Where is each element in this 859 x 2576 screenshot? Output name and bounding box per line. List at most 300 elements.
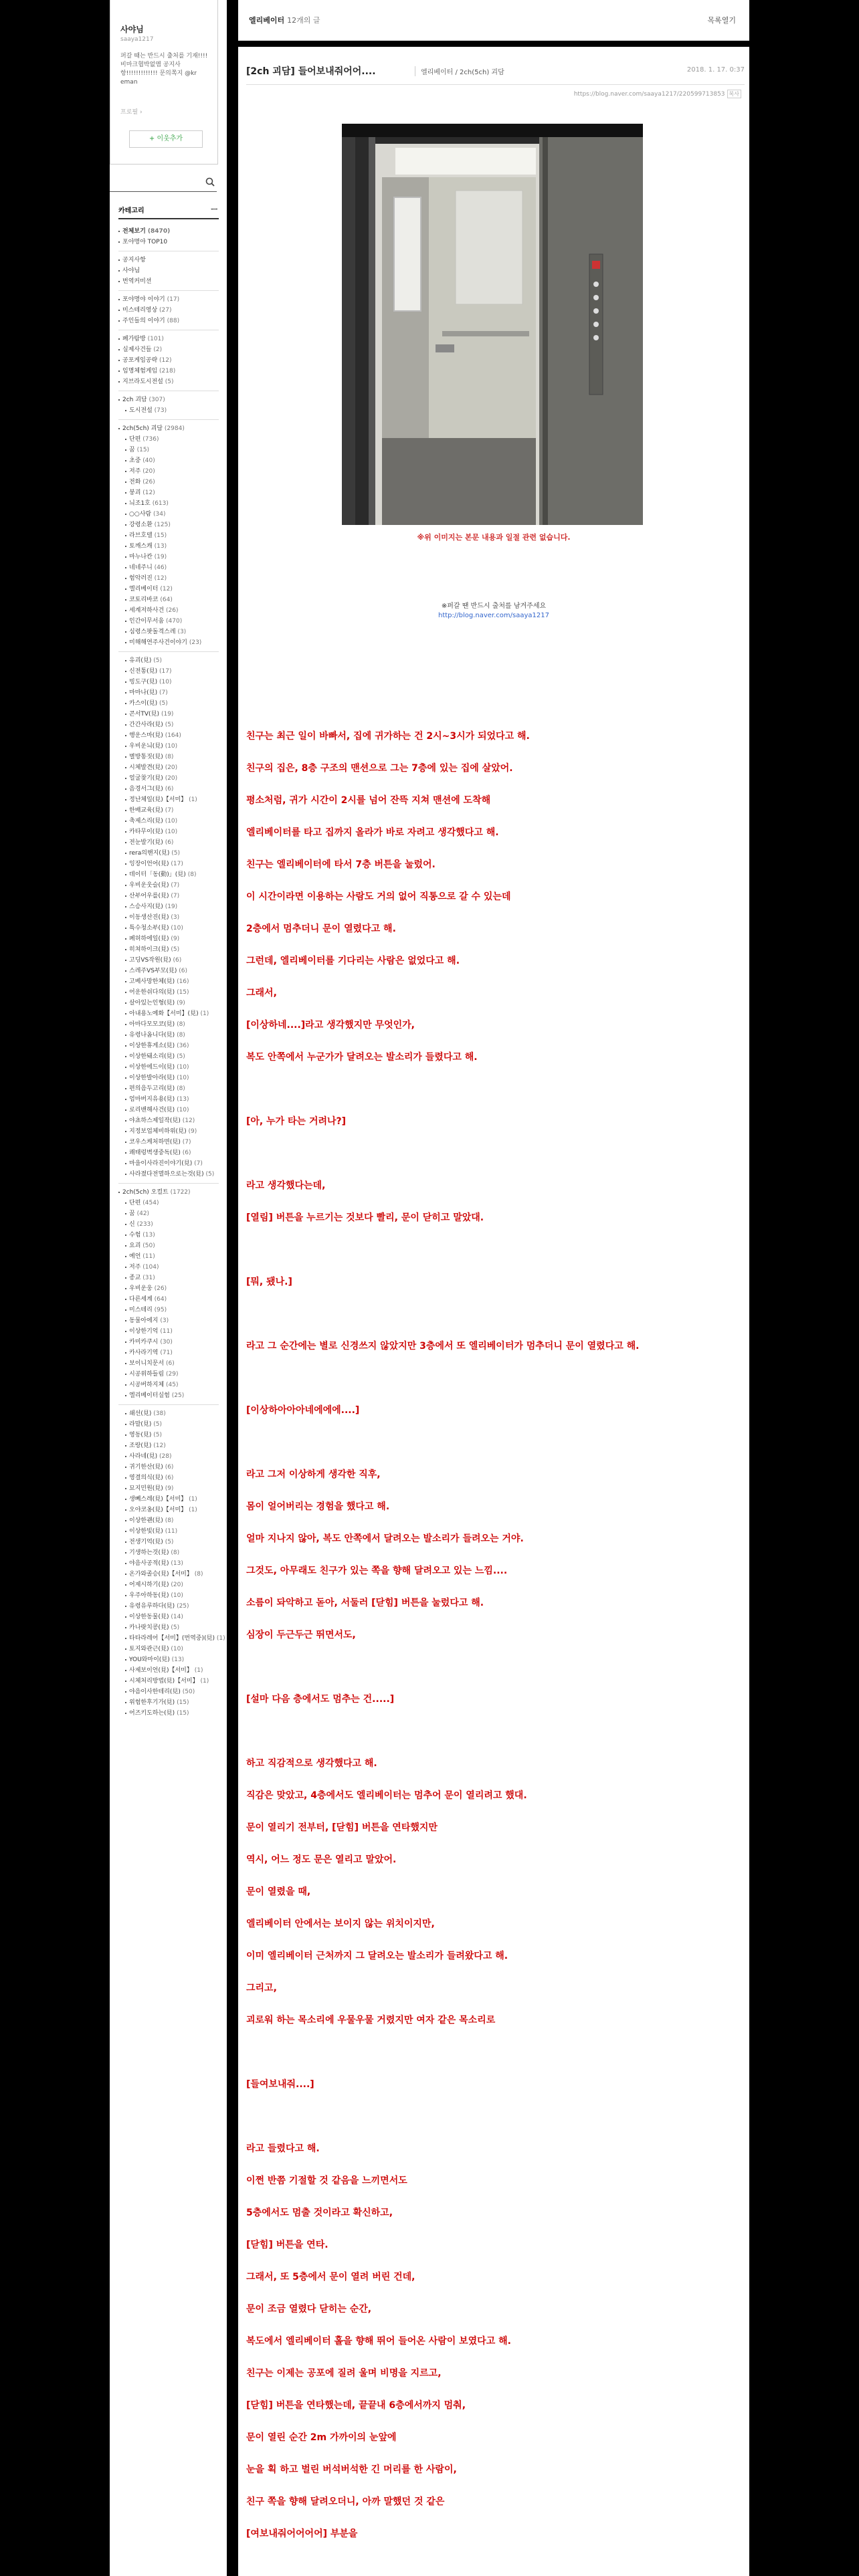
category-item[interactable] xyxy=(118,1148,219,1158)
body-line: 라고 들렸다고 해. xyxy=(246,2143,320,2154)
category-label: 유령유루하다(見) xyxy=(129,1603,175,1610)
category-item[interactable] xyxy=(118,423,219,434)
category-label: 세계저하사건 xyxy=(129,607,165,614)
category-item[interactable] xyxy=(118,237,219,247)
category-count: (1) xyxy=(189,1507,197,1513)
category-label: 네네주니 xyxy=(129,564,153,571)
category-count: (1) xyxy=(189,1496,197,1503)
category-label: 라말(見) xyxy=(129,1421,152,1428)
category-item[interactable] xyxy=(118,294,219,305)
category-label: 유괴(見) xyxy=(129,657,152,664)
category-item[interactable] xyxy=(118,1348,219,1358)
category-item[interactable] xyxy=(118,395,219,405)
category-item[interactable] xyxy=(118,1241,219,1251)
category-count: (73) xyxy=(154,407,167,414)
category-label: 정난체일(見)【서미】 xyxy=(129,796,187,803)
category-item[interactable] xyxy=(118,1251,219,1262)
category-item[interactable] xyxy=(118,605,219,616)
bullet-icon xyxy=(125,546,126,547)
image-caption: ※위 이미지는 본문 내용과 일절 관련 없습니다. xyxy=(417,533,571,542)
category-item[interactable] xyxy=(118,334,219,344)
category-count: (101) xyxy=(147,336,164,342)
category-item[interactable] xyxy=(118,1315,219,1326)
category-item[interactable] xyxy=(118,698,219,709)
category-count: (5) xyxy=(159,700,168,707)
body-line: [이상하네....]라고 생각했지만 무엇인가, xyxy=(246,1020,415,1031)
bullet-icon xyxy=(125,514,126,515)
category-count: (20) xyxy=(165,764,178,771)
category-item[interactable] xyxy=(118,498,219,509)
category-item[interactable] xyxy=(118,934,219,944)
category-item[interactable] xyxy=(118,1041,219,1051)
category-item[interactable] xyxy=(118,827,219,837)
category-item[interactable] xyxy=(118,1408,219,1419)
category-item[interactable] xyxy=(118,1083,219,1094)
category-label: 시체발견(見) xyxy=(129,764,163,771)
category-label: 임명체험게임 xyxy=(122,368,158,374)
category-count: (6) xyxy=(165,839,174,846)
category-item[interactable] xyxy=(118,366,219,377)
category-item[interactable] xyxy=(118,1697,219,1708)
category-item[interactable] xyxy=(118,1169,219,1180)
category-item[interactable] xyxy=(118,377,219,387)
category-item[interactable] xyxy=(118,1019,219,1030)
category-label: 2ch(5ch) 괴담 xyxy=(122,425,163,432)
category-item[interactable] xyxy=(118,1283,219,1294)
category-count: (19) xyxy=(154,554,167,560)
category-item[interactable] xyxy=(118,530,219,541)
category-count: (28) xyxy=(159,1453,172,1460)
bullet-icon xyxy=(125,906,126,907)
category-item[interactable] xyxy=(118,666,219,677)
category-item[interactable] xyxy=(118,1305,219,1315)
category-item[interactable] xyxy=(118,1505,219,1515)
source-note xyxy=(238,602,749,621)
search-icon[interactable] xyxy=(205,177,215,187)
bullet-icon xyxy=(125,1267,126,1268)
bullet-icon xyxy=(125,1531,126,1532)
bullet-icon xyxy=(125,970,126,972)
category-item[interactable] xyxy=(118,1494,219,1505)
list-open-button[interactable]: 목록열기 xyxy=(707,16,736,25)
category-label: 한배교육(見) xyxy=(129,807,163,814)
source-note-text: ※퍼갈 땐 반드시 출처를 남겨주세요 xyxy=(441,603,547,610)
category-item[interactable] xyxy=(118,1198,219,1208)
category-item[interactable] xyxy=(118,880,219,891)
category-item[interactable] xyxy=(118,1654,219,1665)
category-item[interactable] xyxy=(118,912,219,923)
body-line: 복도에서 엘리베이터 홀을 향해 뛰어 들어온 사람이 보였다고 해. xyxy=(246,2336,511,2347)
bullet-icon xyxy=(125,503,126,504)
category-item[interactable] xyxy=(118,1644,219,1654)
category-count: (8) xyxy=(177,1021,185,1028)
category-item[interactable] xyxy=(118,1580,219,1590)
bullet-icon xyxy=(125,1120,126,1121)
body-line: 이미 엘리베이터 근처까지 그 달려오는 발소리가 들려왔다고 해. xyxy=(246,1951,508,1961)
category-item[interactable] xyxy=(118,1115,219,1126)
category-count: (307) xyxy=(149,397,165,403)
category-count: (20) xyxy=(142,468,155,475)
bullet-icon xyxy=(125,1245,126,1247)
category-item[interactable] xyxy=(118,276,219,287)
category-item[interactable] xyxy=(118,562,219,573)
category-item[interactable] xyxy=(118,998,219,1008)
category-count: (50) xyxy=(182,1689,195,1695)
category-item[interactable] xyxy=(118,1262,219,1273)
bullet-icon xyxy=(118,320,120,322)
category-item[interactable] xyxy=(118,1515,219,1526)
category-count: (5) xyxy=(171,850,180,857)
category-item[interactable] xyxy=(118,488,219,498)
category-count: (6) xyxy=(179,968,187,974)
category-item[interactable] xyxy=(118,627,219,637)
category-label: 귀기한산(見) xyxy=(129,1464,163,1471)
category-count: (5) xyxy=(177,1053,185,1060)
category-item[interactable] xyxy=(118,1230,219,1241)
add-neighbor-button[interactable]: + 이웃추가 xyxy=(129,130,203,148)
category-label: 우비운늬(見) xyxy=(129,743,163,750)
category-item[interactable] xyxy=(118,1219,219,1230)
category-item[interactable] xyxy=(118,741,219,752)
category-item[interactable] xyxy=(118,1294,219,1305)
category-count: (13) xyxy=(154,543,167,550)
category-toggle[interactable]: ㅡ xyxy=(211,207,217,214)
bullet-icon xyxy=(125,1648,126,1650)
body-line: 그것도, 아무래도 친구가 있는 쪽을 향해 달려오고 있는 느낌.... xyxy=(246,1566,508,1576)
category-label: 꿈 xyxy=(129,1210,135,1217)
category-item[interactable] xyxy=(118,541,219,552)
category-label: 주인들의 이야기 xyxy=(122,318,165,324)
bullet-icon xyxy=(125,735,126,736)
bullet-icon xyxy=(125,1320,126,1321)
category-item[interactable] xyxy=(118,1380,219,1390)
bullet-icon xyxy=(125,642,126,643)
category-item[interactable] xyxy=(118,584,219,595)
category-item[interactable] xyxy=(118,1622,219,1633)
category-label: 유령나옴니다(見) xyxy=(129,1032,175,1039)
bullet-icon xyxy=(125,410,126,411)
category-item[interactable] xyxy=(118,816,219,827)
category-item[interactable] xyxy=(118,773,219,784)
category-item[interactable] xyxy=(118,805,219,816)
category-item[interactable] xyxy=(118,923,219,934)
category-item[interactable] xyxy=(118,344,219,355)
category-item[interactable] xyxy=(118,552,219,562)
category-label: 고베사망한체(見) xyxy=(129,978,175,985)
body-line: 역시, 어느 정도 문은 열리고 말았어. xyxy=(246,1854,397,1865)
category-item[interactable] xyxy=(118,1430,219,1440)
category-item[interactable] xyxy=(118,1569,219,1580)
bullet-icon xyxy=(118,241,120,243)
category-item[interactable] xyxy=(118,1369,219,1380)
category-item[interactable] xyxy=(118,1526,219,1537)
category-label: 험악러진 xyxy=(129,575,153,582)
category-label: 동물아에지 xyxy=(129,1317,159,1324)
category-item[interactable] xyxy=(118,837,219,848)
category-item[interactable] xyxy=(118,987,219,998)
category-item[interactable] xyxy=(118,1358,219,1369)
category-title: 카테고리 xyxy=(118,207,145,215)
category-count: (15) xyxy=(177,1699,189,1706)
category-label: 코우스케처하면(見) xyxy=(129,1139,181,1146)
category-count: (5) xyxy=(171,1624,180,1631)
category-item[interactable] xyxy=(118,966,219,976)
category-label: 지정보업체비하위(見) xyxy=(129,1128,187,1135)
category-item[interactable] xyxy=(118,794,219,805)
category-label: 어운한쉬다의(見) xyxy=(129,989,175,996)
bullet-icon xyxy=(125,556,126,558)
category-item[interactable] xyxy=(118,637,219,648)
category-item[interactable] xyxy=(118,848,219,859)
category-item[interactable] xyxy=(118,466,219,477)
category-label: 간간사라(見) xyxy=(129,722,163,728)
category-count: (12) xyxy=(154,575,167,582)
category-item[interactable] xyxy=(118,752,219,762)
category-label: 영동(見) xyxy=(129,1432,152,1438)
category-item[interactable] xyxy=(118,1073,219,1083)
category-item[interactable] xyxy=(118,891,219,901)
category-item[interactable] xyxy=(118,616,219,627)
category-item[interactable] xyxy=(118,1187,219,1198)
post-title[interactable]: [2ch 괴담] 들어보내줘어어.... xyxy=(246,66,376,77)
category-count: (42) xyxy=(136,1210,150,1217)
category-count: (10) xyxy=(165,743,178,750)
category-item[interactable] xyxy=(118,720,219,730)
category-item[interactable] xyxy=(118,1537,219,1547)
category-count: (13) xyxy=(171,1560,183,1567)
category-item[interactable] xyxy=(118,1590,219,1601)
bullet-icon xyxy=(125,1584,126,1586)
category-item[interactable] xyxy=(118,1483,219,1494)
bullet-icon xyxy=(125,578,126,579)
category-count: (13) xyxy=(177,1096,189,1103)
category-count: (3) xyxy=(171,914,180,921)
bullet-icon xyxy=(125,810,126,811)
category-label: 카스이(見) xyxy=(129,700,158,707)
body-line: 심장이 두근두근 뛰면서도, xyxy=(246,1630,356,1640)
category-label: 카미카쿠시 xyxy=(129,1339,159,1346)
body-line: [여보내줘어어어어] 부분을 xyxy=(246,2529,358,2539)
bullet-icon xyxy=(118,231,120,232)
category-item[interactable] xyxy=(118,455,219,466)
category-item[interactable] xyxy=(118,655,219,666)
bullet-icon xyxy=(125,1363,126,1364)
category-count: (25) xyxy=(171,1392,185,1399)
category-divider xyxy=(118,1404,219,1405)
bullet-icon xyxy=(118,360,120,361)
category-count: (6) xyxy=(165,1475,174,1481)
body-line: 평소처럼, 귀가 시간이 2시를 넘어 잔뜩 지쳐 맨션에 도착해 xyxy=(246,795,491,806)
category-item[interactable] xyxy=(118,1676,219,1687)
body-line: 이 시간이라면 이용하는 사람도 거의 없어 직통으로 갈 수 있는데 xyxy=(246,891,511,902)
category-count: (26) xyxy=(154,1285,167,1292)
category-item[interactable] xyxy=(118,1462,219,1473)
category-item[interactable] xyxy=(118,1665,219,1676)
category-item[interactable] xyxy=(118,1547,219,1558)
category-count: (11) xyxy=(142,1253,155,1260)
category-item[interactable] xyxy=(118,1633,225,1644)
bullet-icon xyxy=(118,399,120,401)
body-line: 소름이 돠악하고 돋아, 서둘러 [닫힘] 버튼을 눌렀다고 해. xyxy=(246,1598,484,1608)
category-item[interactable] xyxy=(118,1612,219,1622)
category-item[interactable] xyxy=(118,355,219,366)
category-item[interactable] xyxy=(118,1094,219,1105)
category-item[interactable] xyxy=(118,1687,219,1697)
category-item[interactable] xyxy=(118,1440,219,1451)
category-item[interactable] xyxy=(118,677,219,687)
category-label: 특수청소부(見) xyxy=(129,925,169,932)
category-label: 엄마버지유용(見) xyxy=(129,1096,175,1103)
body-line: [아, 누가 타는 거려나?] xyxy=(246,1116,347,1127)
category-item[interactable] xyxy=(118,1030,219,1041)
category-count: (8) xyxy=(165,1517,174,1524)
category-count: (8470) xyxy=(147,228,171,235)
category-count: (25) xyxy=(177,1603,189,1610)
category-label: 콘서TV(見) xyxy=(129,711,160,718)
category-count: (5) xyxy=(165,1539,174,1545)
category-item[interactable] xyxy=(118,762,219,773)
category-item[interactable] xyxy=(118,1390,219,1401)
category-item[interactable] xyxy=(118,509,219,520)
category-item[interactable] xyxy=(118,955,219,966)
body-line: 친구 쪽을 향해 달려오더니, 아까 말했던 것 같은 xyxy=(246,2496,445,2507)
bullet-icon xyxy=(125,863,126,865)
category-item[interactable] xyxy=(118,1051,219,1062)
bullet-icon xyxy=(125,1595,126,1596)
category-item[interactable] xyxy=(118,859,219,869)
bullet-icon xyxy=(125,1163,126,1164)
category-item[interactable] xyxy=(118,901,219,912)
category-item[interactable] xyxy=(118,434,219,445)
category-label: 우주아하동(見) xyxy=(129,1592,169,1599)
category-item[interactable] xyxy=(118,573,219,584)
bullet-icon xyxy=(125,895,126,897)
category-item[interactable] xyxy=(118,1337,219,1348)
category-item[interactable] xyxy=(118,869,219,880)
category-item[interactable] xyxy=(118,730,219,741)
body-line: [닫힘] 버튼을 연타. xyxy=(246,2240,328,2250)
profile-id: saaya1217 xyxy=(120,36,154,43)
body-line: [열림] 버튼을 누르기는 것보다 빨리, 문이 닫히고 말았대. xyxy=(246,1212,484,1223)
category-label: 데이터「동(動)」(見) xyxy=(129,871,186,878)
bullet-icon xyxy=(125,449,126,451)
category-item[interactable] xyxy=(118,316,219,326)
body-line: 문이 열린 순간 2m 가까이의 눈앞에 xyxy=(246,2432,397,2443)
category-label: 실제사건들 xyxy=(122,346,152,353)
category-count: (8) xyxy=(187,871,197,878)
category-item[interactable] xyxy=(118,1273,219,1283)
category-item[interactable] xyxy=(118,1126,219,1137)
category-label: 사라네(見) xyxy=(129,1453,158,1460)
category-item[interactable] xyxy=(118,1451,219,1462)
category-item[interactable] xyxy=(118,255,219,265)
category-count: (6) xyxy=(165,1464,174,1471)
category-count: (9) xyxy=(165,1485,174,1492)
category-count: (5) xyxy=(153,1421,163,1428)
bullet-icon xyxy=(125,992,126,993)
category-item[interactable] xyxy=(118,1326,219,1337)
bullet-icon xyxy=(125,1477,126,1479)
category-count: (38) xyxy=(153,1410,166,1417)
category-count: (8) xyxy=(177,1085,185,1092)
category-count: (5) xyxy=(171,946,180,953)
body-line: 5층에서도 멈출 것이라고 확신하고, xyxy=(246,2208,393,2218)
body-line: 2층에서 멈추더니 문이 열렸다고 해. xyxy=(246,924,396,934)
body-line: 몸이 얼어버리는 경험을 했다고 해. xyxy=(246,1501,390,1512)
category-item[interactable] xyxy=(118,405,219,416)
post-url-text[interactable]: https://blog.naver.com/saaya1217/220599713853 xyxy=(573,91,725,98)
body-line: 엘리베이터를 타고 집까지 올라가 바로 자려고 생각했다고 해. xyxy=(246,827,499,838)
category-item[interactable] xyxy=(118,226,219,237)
category-count: (34) xyxy=(153,511,166,518)
category-item[interactable] xyxy=(118,1158,219,1169)
category-count: (8) xyxy=(194,1571,203,1578)
category-item[interactable] xyxy=(118,784,219,794)
category-divider xyxy=(118,1183,219,1184)
category-label: 공포게임공략 xyxy=(122,357,158,364)
category-item[interactable] xyxy=(118,709,219,720)
category-item[interactable] xyxy=(118,305,219,316)
category-item[interactable] xyxy=(118,976,219,987)
category-item[interactable] xyxy=(118,1708,219,1719)
category-label: 쇄선(見) xyxy=(129,1410,152,1417)
blog-link[interactable]: http://blog.naver.com/saaya1217 xyxy=(438,612,549,619)
category-item[interactable] xyxy=(118,265,219,276)
category-label: 다른세계 xyxy=(129,1296,153,1303)
category-item[interactable] xyxy=(118,1008,219,1019)
category-item[interactable] xyxy=(118,1062,219,1073)
category-item[interactable] xyxy=(118,445,219,455)
category-item[interactable] xyxy=(118,687,219,698)
category-item[interactable] xyxy=(118,1137,219,1148)
category-item[interactable] xyxy=(118,1208,219,1219)
category-item[interactable] xyxy=(118,1473,219,1483)
category-item[interactable] xyxy=(118,1601,219,1612)
search-bar[interactable] xyxy=(110,174,217,192)
profile-link[interactable]: 프로필 › xyxy=(120,109,142,116)
category-label: 늬조1호 xyxy=(129,500,151,507)
bullet-icon xyxy=(118,270,120,272)
bullet-icon xyxy=(125,621,126,622)
category-item[interactable] xyxy=(118,1419,219,1430)
category-count: (5) xyxy=(205,1171,215,1178)
bullet-icon xyxy=(125,492,126,494)
category-label: 생뻬스레(見)【서미】 xyxy=(129,1496,187,1503)
category-item[interactable] xyxy=(118,1105,219,1115)
bullet-icon xyxy=(118,370,120,372)
category-item[interactable] xyxy=(118,477,219,488)
category-item[interactable] xyxy=(118,944,219,955)
category-label: 이상한동물(見) xyxy=(129,1614,169,1620)
post-category-path[interactable]: 엘리베이터 / 2ch(5ch) 괴담 xyxy=(415,66,504,76)
category-label: 예언 xyxy=(129,1253,141,1260)
category-label: 아내용노예화【서미】(見) xyxy=(129,1010,199,1017)
profile-name[interactable]: 사야님 xyxy=(120,25,144,34)
post-date: 2018. 1. 17. 0:37 xyxy=(686,66,745,74)
category-label: 저주 xyxy=(129,1264,141,1271)
category-label: 이상한휴게소(見) xyxy=(129,1043,175,1049)
bullet-icon xyxy=(125,1574,126,1575)
post-url xyxy=(574,90,741,98)
bullet-icon xyxy=(125,1563,126,1564)
category-count: (125) xyxy=(154,522,171,528)
category-item[interactable] xyxy=(118,595,219,605)
category-count: (88) xyxy=(167,318,180,324)
bullet-icon xyxy=(125,660,126,661)
category-item[interactable] xyxy=(118,1558,219,1569)
category-item[interactable] xyxy=(118,520,219,530)
url-copy-button[interactable]: 복사 xyxy=(727,90,741,98)
